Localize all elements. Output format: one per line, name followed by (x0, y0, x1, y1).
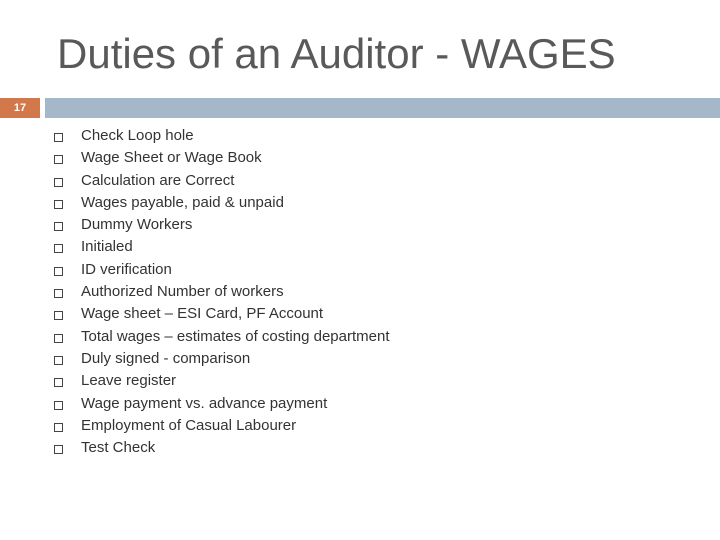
list-item (54, 214, 390, 236)
list-item (54, 393, 390, 415)
square-bullet-icon (54, 401, 63, 410)
list-item-text: Employment of Casual Labourer (81, 416, 297, 434)
list-item-text: Test Check (81, 439, 156, 457)
list-item (54, 437, 390, 459)
list-item-text: Wages payable, paid & unpaid (81, 193, 284, 211)
bullet-list (54, 125, 390, 459)
square-bullet-icon (54, 445, 63, 454)
list-item (54, 192, 390, 214)
square-bullet-icon (54, 356, 63, 365)
header-bar (0, 98, 720, 118)
list-item (54, 281, 390, 303)
list-item (54, 303, 390, 325)
list-item-text: Wage payment vs. advance payment (81, 394, 328, 412)
list-item-text: Duly signed - comparison (81, 349, 251, 367)
list-item-text: ID verification (81, 260, 172, 278)
list-item (54, 326, 390, 348)
list-item (54, 348, 390, 370)
list-item (54, 147, 390, 169)
square-bullet-icon (54, 155, 63, 164)
list-item-text: Dummy Workers (81, 216, 193, 234)
square-bullet-icon (54, 423, 63, 432)
square-bullet-icon (54, 178, 63, 187)
list-item-text: Calculation are Correct (81, 171, 235, 189)
list-item (54, 259, 390, 281)
slide-number-badge: 17 (0, 98, 40, 118)
square-bullet-icon (54, 378, 63, 387)
square-bullet-icon (54, 267, 63, 276)
slide-title: Duties of an Auditor - WAGES (57, 30, 616, 77)
square-bullet-icon (54, 222, 63, 231)
list-item (54, 236, 390, 258)
square-bullet-icon (54, 334, 63, 343)
square-bullet-icon (54, 244, 63, 253)
list-item-text: Leave register (81, 372, 177, 390)
square-bullet-icon (54, 311, 63, 320)
list-item (54, 170, 390, 192)
header-bar-fill (45, 98, 720, 118)
list-item-text: Initialed (81, 238, 133, 256)
list-item-text: Authorized Number of workers (81, 283, 284, 301)
list-item (54, 415, 390, 437)
list-item-text: Total wages – estimates of costing department (81, 327, 390, 345)
square-bullet-icon (54, 133, 63, 142)
list-item-text: Wage Sheet or Wage Book (81, 149, 262, 167)
square-bullet-icon (54, 200, 63, 209)
list-item (54, 370, 390, 392)
list-item-text: Wage sheet – ESI Card, PF Account (81, 305, 324, 323)
square-bullet-icon (54, 289, 63, 298)
list-item (54, 125, 390, 147)
list-item-text: Check Loop hole (81, 127, 194, 144)
